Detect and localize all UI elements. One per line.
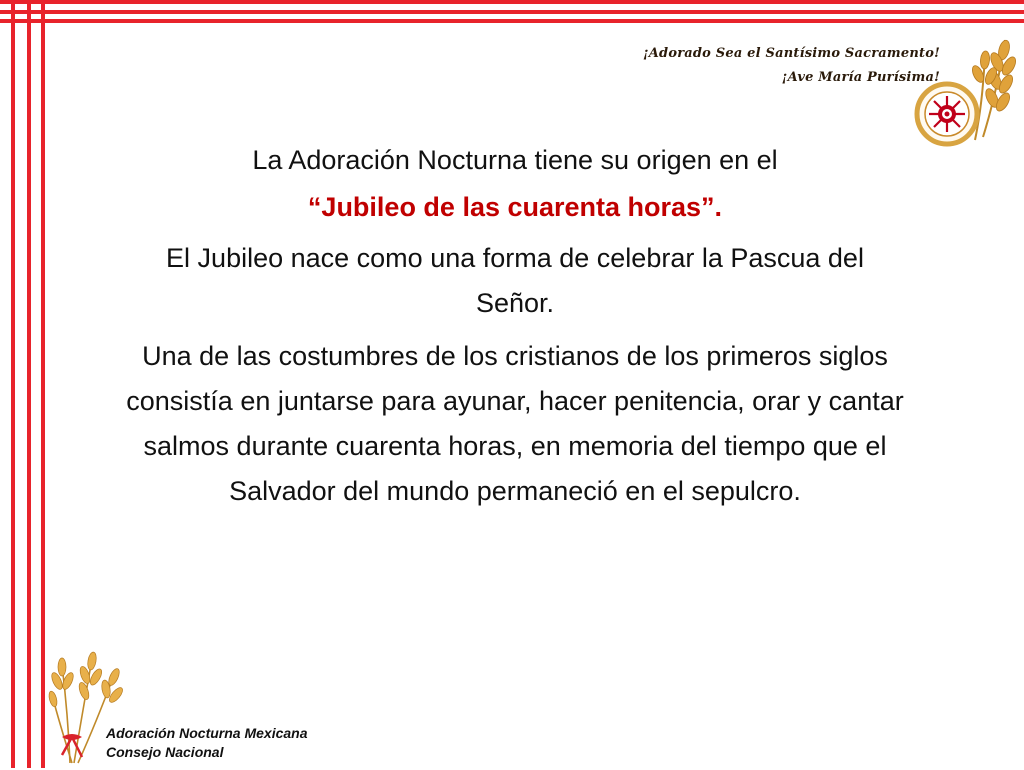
eucharist-seal-icon — [905, 32, 1020, 152]
paragraph-costumbres: Una de las costumbres de los cristianos de los primeros siglos consistía en juntarse para ayunar, hacer penitencia, orar y cantar salmos durante cuarenta horas, en memoria del tiempo que el Salvador del mundo permaneció en el sepulcro. — [126, 341, 904, 506]
footer-org-name: Adoración Nocturna Mexicana — [106, 725, 308, 741]
paragraph-pascua: El Jubileo nace como una forma de celebrar la Pascua del Señor. — [166, 243, 864, 318]
footer-org-sub: Consejo Nacional — [106, 744, 224, 760]
intro-line: La Adoración Nocturna tiene su origen en el — [252, 145, 778, 175]
motto-ave-maria: ¡Ave María Purísima! — [781, 70, 940, 85]
motto-sacramento: ¡Adorado Sea el Santísimo Sacramento! — [642, 46, 940, 61]
main-content — [115, 138, 915, 514]
jubileo-heading: “Jubileo de las cuarenta horas”. — [307, 192, 723, 222]
frame-line-top-1 — [0, 0, 1024, 4]
frame-line-left-2 — [27, 0, 31, 768]
frame-line-top-2 — [0, 10, 1024, 14]
frame-line-left-3 — [41, 0, 45, 768]
footer-organization — [106, 724, 308, 762]
frame-line-top-3 — [0, 19, 1024, 23]
frame-line-left-1 — [11, 0, 15, 768]
